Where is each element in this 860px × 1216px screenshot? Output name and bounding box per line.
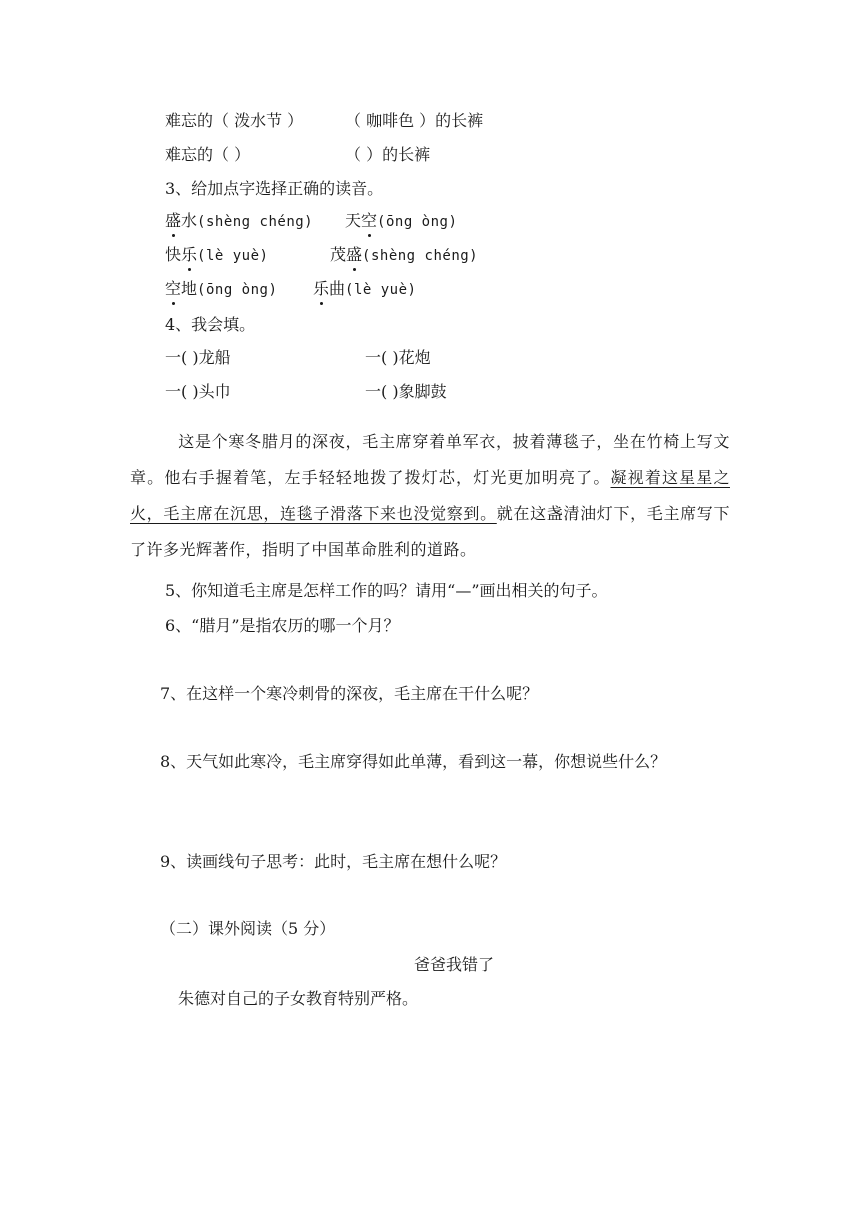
passage-part-1: 这是个寒冬腊月的深夜，毛主席穿着单军衣，披着薄毯子，坐在竹椅上写文章。他右手握着笔，左手轻轻地拨了拨灯芯，灯光更加明亮了。 bbox=[130, 432, 730, 487]
question-9: 9、读画线句子思考：此时，毛主席在想什么呢？ bbox=[160, 852, 507, 871]
question-6: 6、“腊月”是指农历的哪一个月？ bbox=[165, 616, 400, 635]
q3-item-2: 天空(ōng òng) bbox=[345, 211, 458, 230]
q3-item-1: 盛水(shèng chéng) bbox=[165, 211, 314, 230]
q3-item-6: 乐曲(lè yuè) bbox=[313, 279, 417, 298]
dotted-char: 空 bbox=[165, 279, 182, 298]
q3-item-4: 茂盛(shèng chéng) bbox=[330, 245, 479, 264]
question-8: 8、天气如此寒冷，毛主席穿得如此单薄，看到这一幕，你想说些什么？ bbox=[160, 752, 667, 771]
story-title: 爸爸我错了 bbox=[414, 955, 495, 974]
dotted-char: 盛 bbox=[346, 245, 363, 264]
dotted-char: 乐 bbox=[313, 279, 330, 298]
q4-item-1: 一( )龙船 bbox=[165, 348, 231, 367]
dotted-char: 盛 bbox=[165, 211, 182, 230]
q4-item-2: 一( )花炮 bbox=[365, 348, 431, 367]
question-5: 5、你知道毛主席是怎样工作的吗？请用“—”画出相关的句子。 bbox=[165, 581, 608, 600]
q4-item-4: 一( )象脚鼓 bbox=[365, 382, 447, 401]
reading-passage bbox=[130, 424, 730, 568]
q3-title: 3、给加点字选择正确的读音。 bbox=[165, 179, 384, 198]
q4-item-3: 一( )头巾 bbox=[165, 382, 231, 401]
story-first-line: 朱德对自己的子女教育特别严格。 bbox=[178, 989, 419, 1008]
q4-title: 4、我会填。 bbox=[165, 315, 256, 334]
fill-row-1-a: 难忘的（ 泼水节 ） bbox=[165, 111, 304, 130]
question-7: 7、在这样一个寒冷刺骨的深夜，毛主席在干什么呢？ bbox=[160, 684, 539, 703]
fill-row-2-b: （ ）的长裤 bbox=[345, 145, 431, 164]
fill-row-2-a: 难忘的（ ） bbox=[165, 145, 251, 164]
passage-part-2: 就在这盏清油灯下，毛主席写下了许多光辉著作，指明了中国革命胜利的道路。 bbox=[130, 504, 730, 559]
underlined-sentence: 凝视着这星星之火，毛主席在沉思，连毯子滑落下来也没觉察到。 bbox=[130, 468, 730, 523]
q3-item-5: 空地(ōng òng) bbox=[165, 279, 278, 298]
fill-row-1-b: （ 咖啡色 ）的长裤 bbox=[345, 111, 484, 130]
section-heading: （二）课外阅读（5 分） bbox=[160, 919, 336, 938]
dotted-char: 空 bbox=[361, 211, 378, 230]
q3-item-3: 快乐(lè yuè) bbox=[165, 245, 269, 264]
dotted-char: 乐 bbox=[181, 245, 198, 264]
